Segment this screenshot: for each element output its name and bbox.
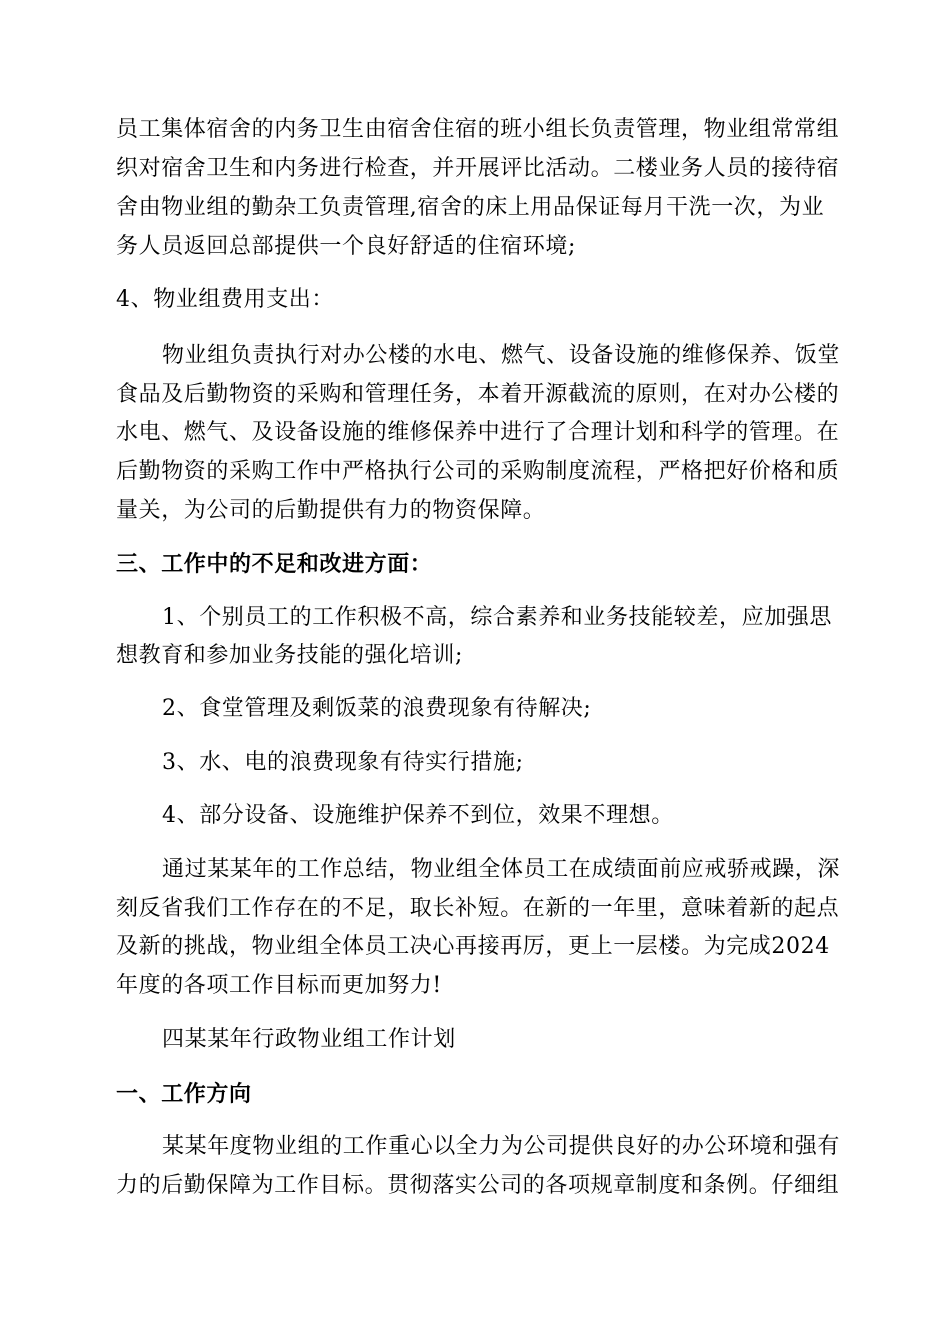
text-line: 通过某某年的工作总结，物业组全体员工在成绩面前应戒骄戒躁，深 [162, 857, 841, 882]
text-line: 物业组负责执行对办公楼的水电、燃气、设备设施的维修保养、饭堂 [162, 343, 841, 368]
text-line: 4、部分设备、设施维护保养不到位，效果不理想。 [162, 803, 674, 828]
text-line: 2、食堂管理及剩饭菜的浪费现象有待解决; [162, 696, 592, 721]
text-line: 后勤物资的采购工作中严格执行公司的采购制度流程，严格把好价格和质 [116, 459, 840, 484]
text-line: 1、个别员工的工作积极不高，综合素养和业务技能较差，应加强思 [162, 605, 832, 630]
text-line: 3、水、电的浪费现象有待实行措施; [162, 750, 524, 775]
text-line: 四某某年行政物业组工作计划 [162, 1027, 456, 1052]
text-line: 某某年度物业组的工作重心以全力为公司提供良好的办公环境和强有 [162, 1134, 841, 1159]
text-line: 水电、燃气、及设备设施的维修保养中进行了合理计划和科学的管理。在 [116, 420, 840, 445]
text-line: 年度的各项工作目标而更加努力! [116, 973, 442, 998]
text-line: 刻反省我们工作存在的不足，取长补短。在新的一年里，意味着新的起点 [116, 896, 840, 921]
text-line: 织对宿舍卫生和内务进行检查，并开展评比活动。二楼业务人员的接待宿 [116, 156, 840, 181]
section-heading: 三、工作中的不足和改进方面： [116, 552, 433, 577]
text-line: 想教育和参加业务技能的强化培训; [116, 643, 464, 668]
text-line: 及新的挑战，物业组全体员工决心再接再厉，更上一层楼。为完成2024 [116, 934, 830, 959]
text-line: 务人员返回总部提供一个良好舒适的住宿环境; [116, 234, 577, 259]
section-heading: 4、物业组费用支出： [116, 287, 334, 312]
text-line: 量关，为公司的后勤提供有力的物资保障。 [116, 498, 546, 523]
section-heading: 一、工作方向 [116, 1082, 252, 1107]
text-line: 食品及后勤物资的采购和管理任务，本着开源截流的原则，在对办公楼的 [116, 382, 840, 407]
text-line: 员工集体宿舍的内务卫生由宿舍住宿的班小组长负责管理，物业组常常组 [116, 117, 840, 142]
text-line: 舍由物业组的勤杂工负责管理,宿舍的床上用品保证每月干洗一次，为业 [116, 195, 825, 220]
text-line: 力的后勤保障为工作目标。贯彻落实公司的各项规章制度和条例。仔细组 [116, 1173, 840, 1198]
